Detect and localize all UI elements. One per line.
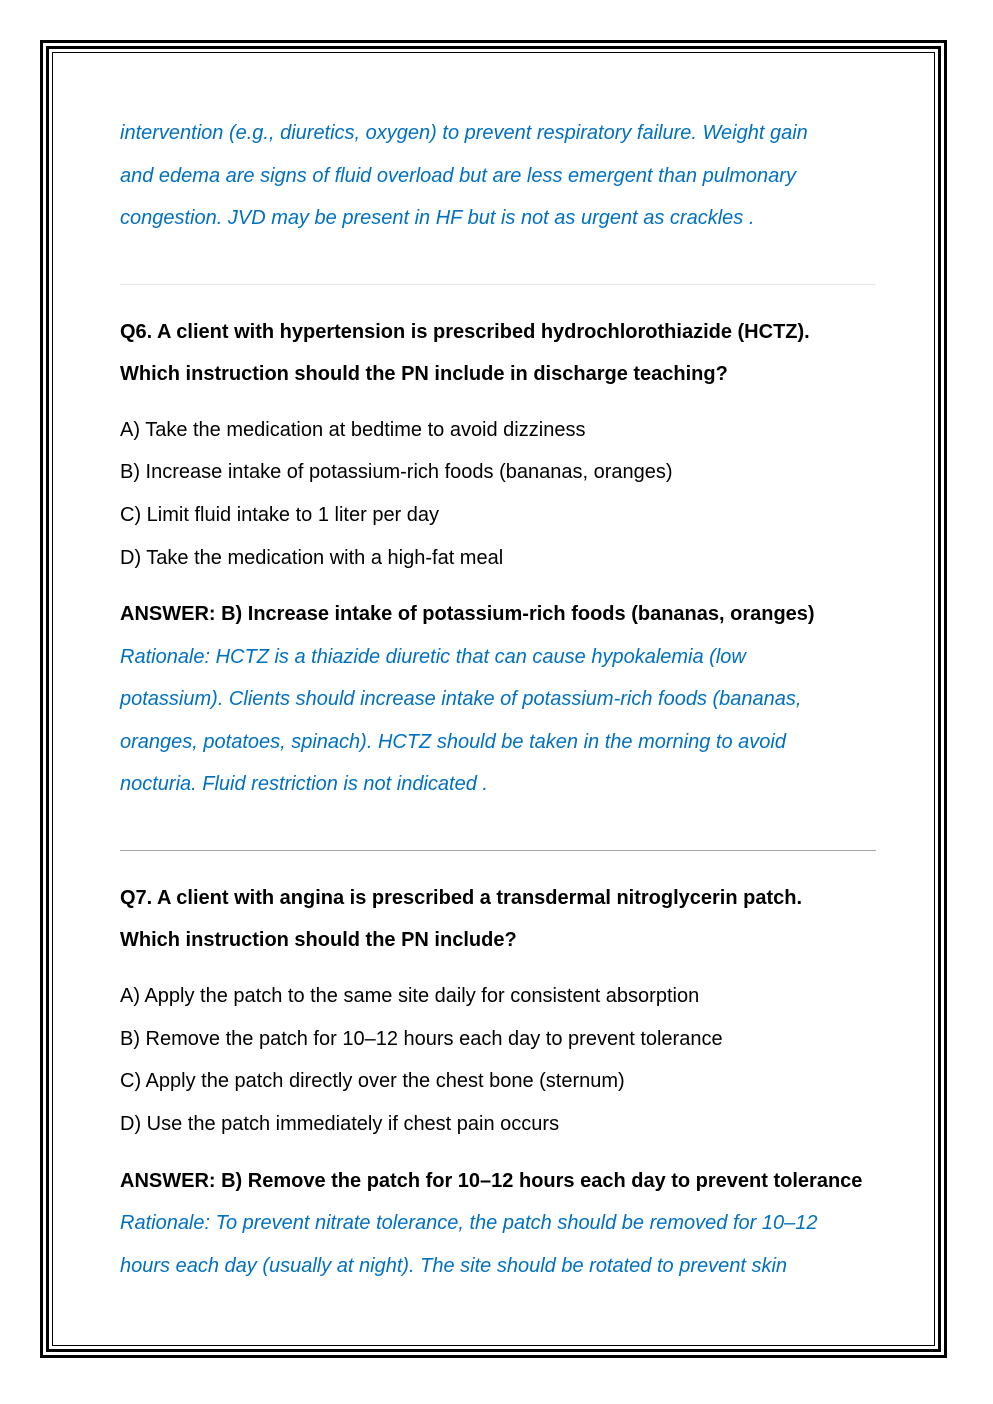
answer-text: ANSWER: B) Remove the patch for 10–12 hours each day to prevent tolerance: [120, 1169, 863, 1192]
question-text-line: Q6. A client with hypertension is prescribed hydrochlorothiazide (HCTZ).: [120, 320, 810, 343]
rationale-line: congestion. JVD may be present in HF but is not as urgent as crackles .: [120, 207, 755, 229]
option-b: B) Increase intake of potassium-rich foods (bananas, oranges): [120, 461, 673, 484]
question-text-line: Q7. A client with angina is prescribed a transdermal nitroglycerin patch.: [120, 886, 803, 909]
answer-text: ANSWER: B) Increase intake of potassium-rich foods (bananas, oranges): [120, 603, 815, 626]
page-content: [120, 112, 876, 1287]
rationale-line: oranges, potatoes, spinach). HCTZ should be taken in the morning to avoid: [120, 730, 786, 753]
option-a: A) Take the medication at bedtime to avoid dizziness: [120, 418, 586, 441]
rationale-line: nocturia. Fluid restriction is not indicated .: [120, 773, 488, 796]
rationale-line: Rationale: HCTZ is a thiazide diuretic that can cause hypokalemia (low: [120, 645, 746, 668]
question-6: [120, 311, 876, 806]
option-c: C) Apply the patch directly over the chest bone (sternum): [120, 1070, 625, 1093]
option-list: [120, 409, 876, 580]
section-divider: [120, 850, 876, 851]
section-divider: [120, 284, 876, 285]
rationale-line: potassium). Clients should increase intake of potassium-rich foods (bananas,: [120, 688, 802, 711]
option-d: D) Take the medication with a high-fat meal: [120, 546, 504, 569]
option-b: B) Remove the patch for 10–12 hours each day to prevent tolerance: [120, 1027, 723, 1050]
rationale-line: Rationale: To prevent nitrate tolerance, the patch should be removed for 10–12: [120, 1212, 818, 1235]
question-7: [120, 877, 876, 1287]
q5-rationale-continued: [120, 112, 876, 240]
option-list: [120, 975, 876, 1146]
question-text-line: Which instruction should the PN include?: [120, 929, 517, 952]
option-d: D) Use the patch immediately if chest pain occurs: [120, 1112, 560, 1135]
rationale-line: hours each day (usually at night). The site should be rotated to prevent skin: [120, 1254, 788, 1277]
rationale-line: and edema are signs of fluid overload but are less emergent than pulmonary: [120, 164, 796, 187]
rationale-line: intervention (e.g., diuretics, oxygen) to prevent respiratory failure. Weight gain: [120, 122, 808, 144]
question-text-line: Which instruction should the PN include in discharge teaching?: [120, 363, 728, 385]
option-c: C) Limit fluid intake to 1 liter per day: [120, 503, 440, 526]
option-a: A) Apply the patch to the same site daily for consistent absorption: [120, 984, 700, 1007]
